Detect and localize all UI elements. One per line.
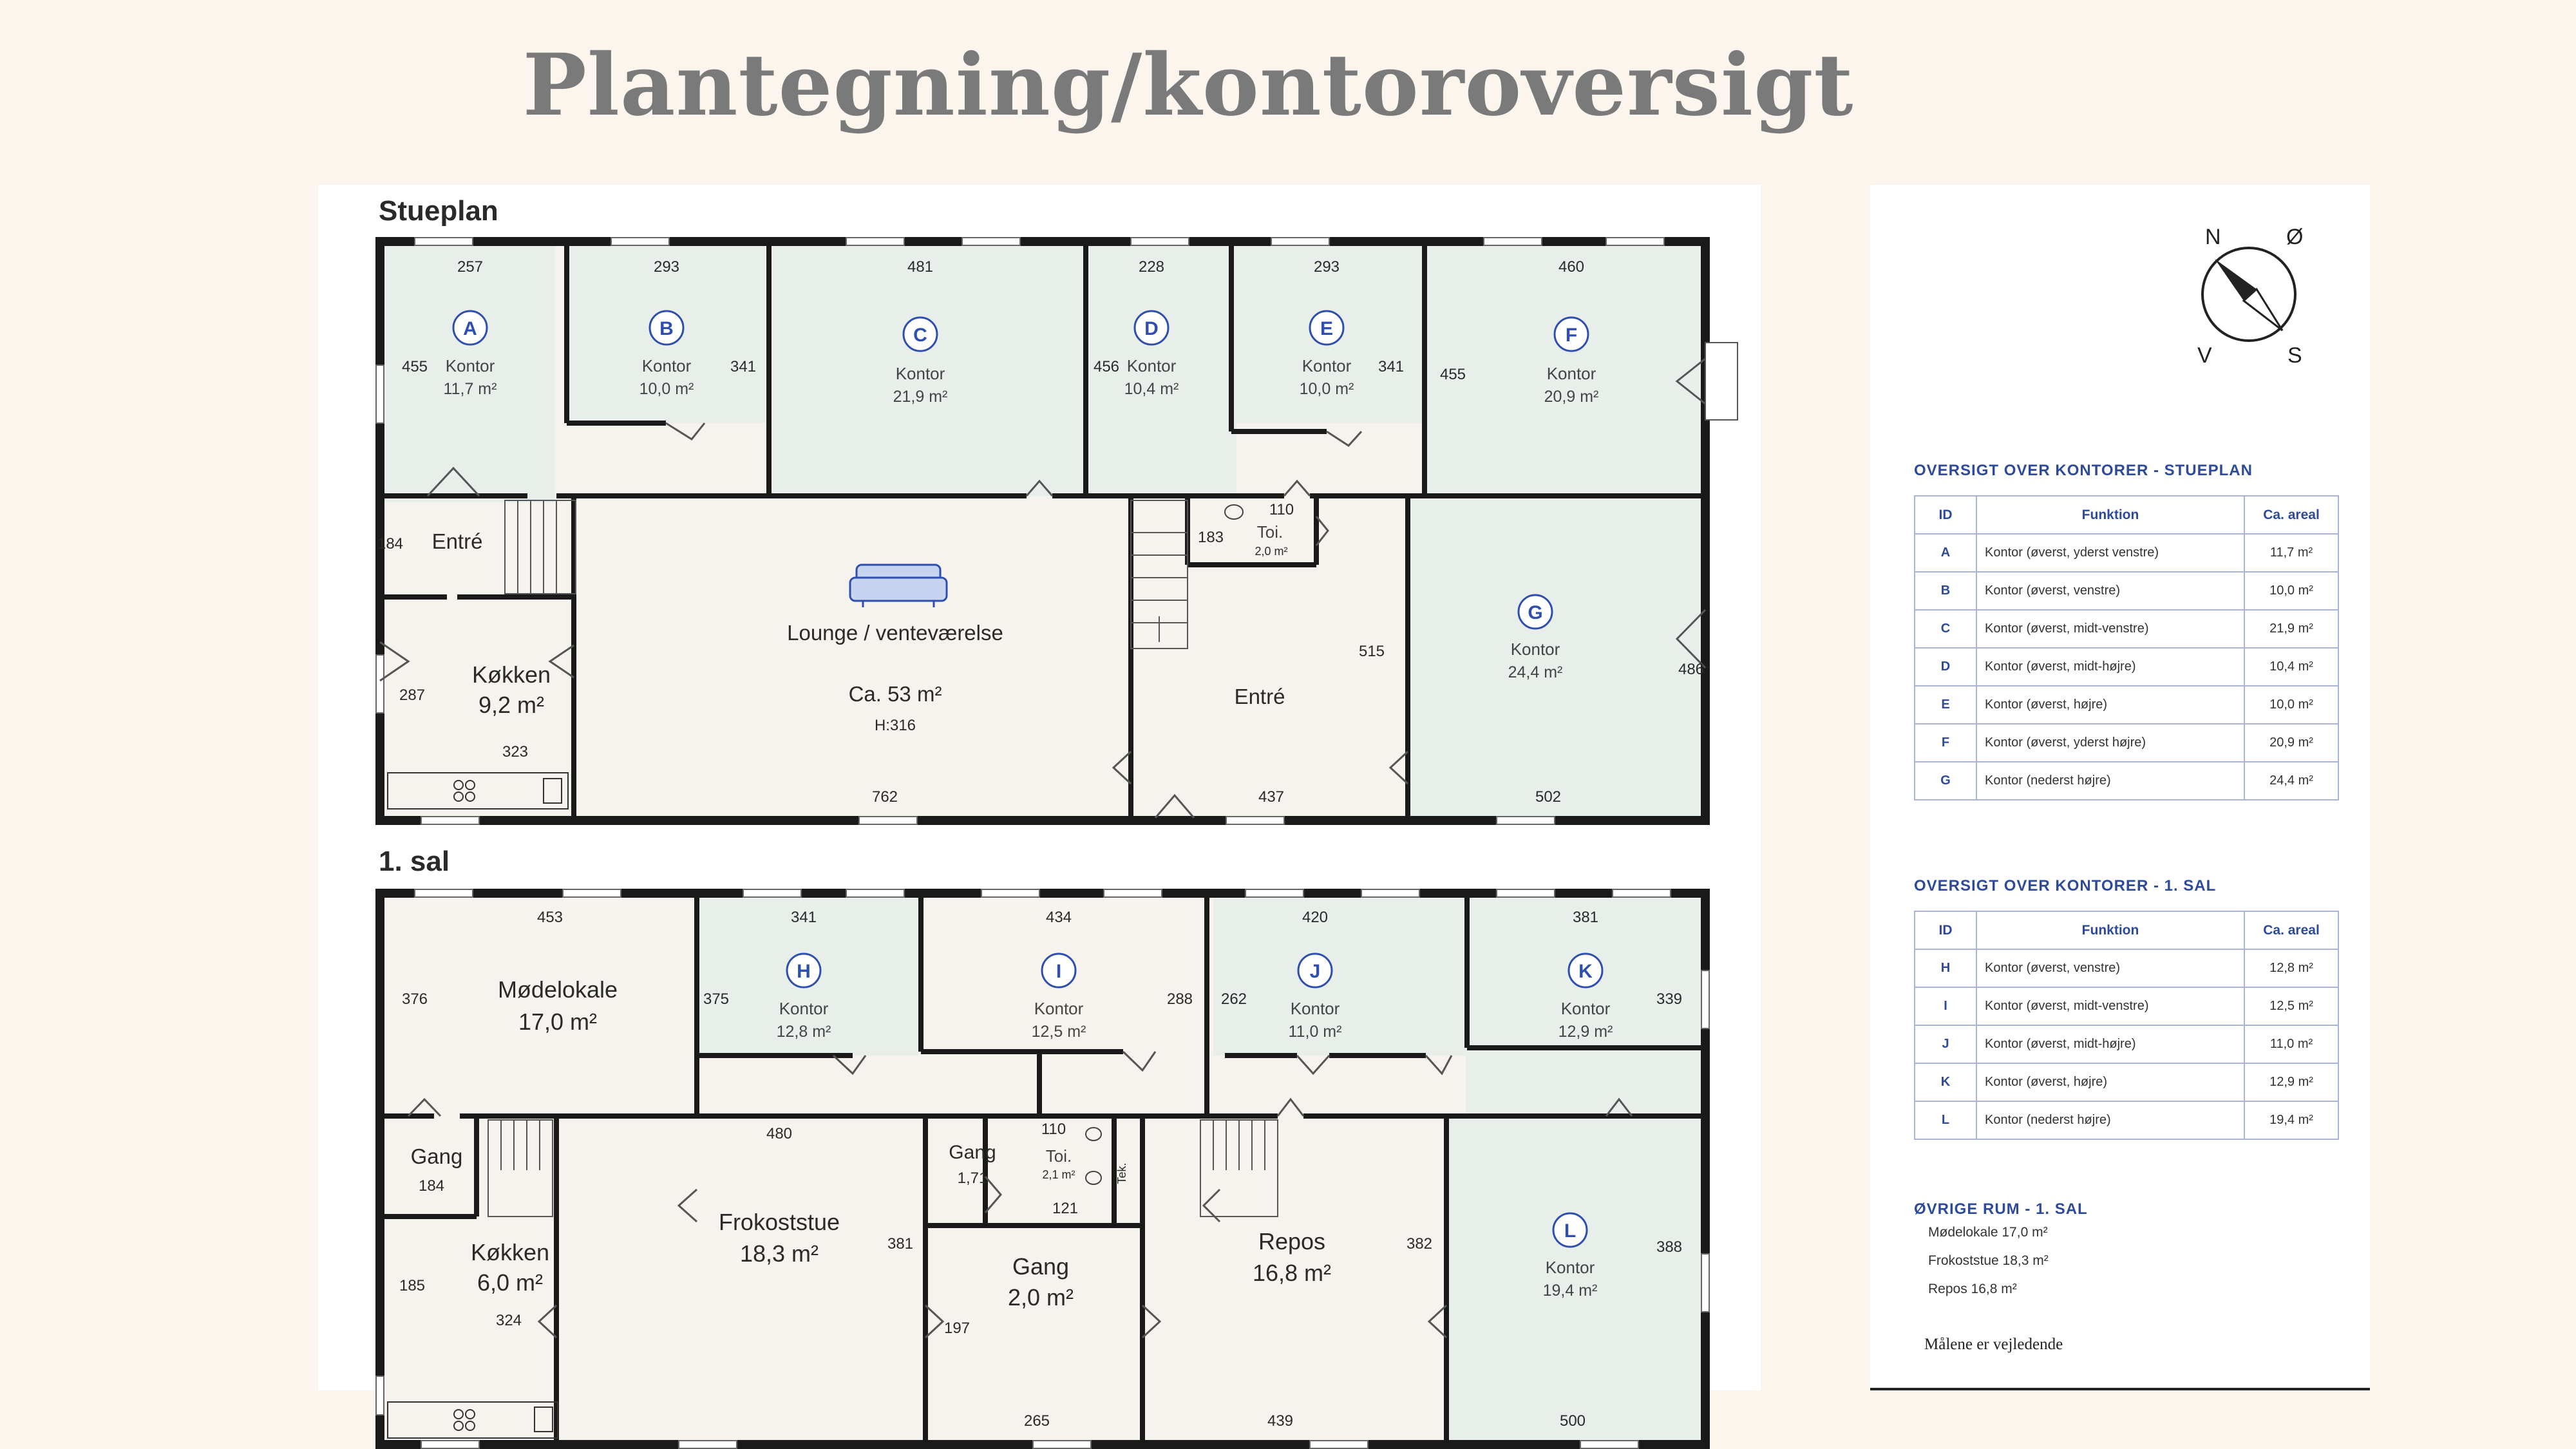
svg-text:Kontor: Kontor bbox=[641, 356, 692, 375]
svg-text:2,1 m²: 2,1 m² bbox=[1042, 1168, 1075, 1181]
svg-text:E: E bbox=[1320, 318, 1334, 339]
first-floor-plan bbox=[376, 889, 1709, 1448]
svg-text:I: I bbox=[1056, 961, 1062, 982]
svg-text:228: 228 bbox=[1138, 258, 1165, 276]
svg-text:184: 184 bbox=[418, 1177, 445, 1195]
table-header-row bbox=[1915, 496, 2338, 534]
list-item: Frokoststue 18,3 m² bbox=[1928, 1253, 2049, 1268]
ground-floor-plan bbox=[376, 238, 1738, 824]
svg-text:439: 439 bbox=[1267, 1412, 1294, 1430]
svg-text:Entré: Entré bbox=[431, 529, 483, 553]
svg-text:Kontor: Kontor bbox=[1302, 356, 1352, 375]
svg-text:Tek.: Tek. bbox=[1115, 1162, 1128, 1184]
svg-text:12,8 m²: 12,8 m² bbox=[776, 1023, 831, 1041]
svg-text:Kontor: Kontor bbox=[779, 999, 829, 1018]
svg-text:762: 762 bbox=[871, 788, 898, 806]
svg-text:Køkken: Køkken bbox=[471, 661, 551, 688]
svg-text:Frokoststue: Frokoststue bbox=[718, 1209, 840, 1235]
svg-text:Toi.: Toi. bbox=[1256, 522, 1283, 542]
svg-text:339: 339 bbox=[1656, 990, 1683, 1008]
svg-text:455: 455 bbox=[1439, 366, 1466, 383]
svg-text:Gang: Gang bbox=[410, 1144, 463, 1168]
svg-text:Kontor: Kontor bbox=[1560, 999, 1611, 1018]
svg-text:Kontor: Kontor bbox=[1126, 356, 1177, 375]
svg-text:Gang: Gang bbox=[949, 1142, 996, 1163]
svg-text:16,8 m²: 16,8 m² bbox=[1252, 1260, 1332, 1286]
svg-text:434: 434 bbox=[1045, 909, 1072, 926]
svg-text:6,0 m²: 6,0 m² bbox=[477, 1269, 544, 1296]
table-row: C Kontor (øverst, midt-venstre) 21,9 m² bbox=[1915, 610, 2338, 648]
svg-text:341: 341 bbox=[1378, 358, 1405, 375]
svg-text:21,9 m²: 21,9 m² bbox=[893, 388, 948, 406]
first-offices-table bbox=[1914, 911, 2339, 1140]
svg-text:Kontor: Kontor bbox=[445, 356, 495, 375]
svg-text:197: 197 bbox=[943, 1320, 971, 1337]
other-rooms-list bbox=[1928, 1225, 2049, 1310]
svg-text:388: 388 bbox=[1656, 1238, 1683, 1256]
svg-text:10,4 m²: 10,4 m² bbox=[1124, 380, 1179, 398]
svg-text:486: 486 bbox=[1678, 661, 1705, 678]
svg-text:G: G bbox=[1528, 602, 1543, 623]
svg-text:382: 382 bbox=[1406, 1235, 1433, 1253]
list-item: Repos 16,8 m² bbox=[1928, 1282, 2017, 1296]
svg-text:V: V bbox=[2197, 343, 2212, 368]
first-floor-label: 1. sal bbox=[379, 846, 450, 877]
svg-text:185: 185 bbox=[399, 1277, 426, 1294]
table-header-row bbox=[1915, 911, 2338, 949]
svg-text:10,0 m²: 10,0 m² bbox=[1299, 380, 1354, 398]
svg-text:341: 341 bbox=[790, 909, 817, 926]
svg-text:H:316: H:316 bbox=[874, 717, 916, 734]
svg-text:C: C bbox=[913, 325, 927, 346]
svg-text:184: 184 bbox=[377, 535, 404, 553]
svg-text:1,71: 1,71 bbox=[957, 1170, 988, 1187]
svg-text:Kontor: Kontor bbox=[1034, 999, 1084, 1018]
svg-text:12,5 m²: 12,5 m² bbox=[1031, 1023, 1086, 1041]
svg-text:293: 293 bbox=[1313, 258, 1340, 276]
svg-text:515: 515 bbox=[1358, 643, 1385, 660]
svg-text:502: 502 bbox=[1535, 788, 1562, 806]
svg-text:Repos: Repos bbox=[1258, 1228, 1326, 1255]
measurement-note: Målene er vejledende bbox=[1924, 1336, 2063, 1353]
compass-icon bbox=[2179, 211, 2327, 368]
col-area: Ca. areal bbox=[2244, 911, 2338, 949]
svg-text:11,7 m²: 11,7 m² bbox=[443, 380, 497, 398]
svg-text:Toi.: Toi. bbox=[1045, 1146, 1072, 1166]
sofa-icon bbox=[850, 565, 947, 607]
svg-text:11,0 m²: 11,0 m² bbox=[1288, 1023, 1342, 1041]
svg-text:323: 323 bbox=[502, 743, 529, 761]
svg-text:18,3 m²: 18,3 m² bbox=[739, 1240, 819, 1267]
svg-text:480: 480 bbox=[766, 1125, 793, 1142]
svg-text:2,0 m²: 2,0 m² bbox=[1007, 1284, 1074, 1311]
svg-text:B: B bbox=[659, 318, 674, 339]
svg-text:381: 381 bbox=[887, 1235, 914, 1253]
svg-text:341: 341 bbox=[730, 358, 757, 375]
ground-offices-table bbox=[1914, 495, 2339, 800]
svg-text:20,9 m²: 20,9 m² bbox=[1544, 388, 1599, 406]
col-function: Funktion bbox=[1976, 496, 2244, 534]
table-row: J Kontor (øverst, midt-højre) 11,0 m² bbox=[1915, 1025, 2338, 1063]
table-row: H Kontor (øverst, venstre) 12,8 m² bbox=[1915, 949, 2338, 987]
svg-text:481: 481 bbox=[907, 258, 934, 276]
table-row: E Kontor (øverst, højre) 10,0 m² bbox=[1915, 686, 2338, 724]
svg-text:376: 376 bbox=[401, 990, 428, 1008]
col-id: ID bbox=[1915, 496, 1976, 534]
svg-text:420: 420 bbox=[1302, 909, 1329, 926]
table-row: K Kontor (øverst, højre) 12,9 m² bbox=[1915, 1063, 2338, 1101]
col-id: ID bbox=[1915, 911, 1976, 949]
table-row: L Kontor (nederst højre) 19,4 m² bbox=[1915, 1101, 2338, 1139]
svg-text:265: 265 bbox=[1023, 1412, 1050, 1430]
list-item: Mødelokale 17,0 m² bbox=[1928, 1225, 2048, 1240]
svg-text:12,9 m²: 12,9 m² bbox=[1558, 1023, 1613, 1041]
svg-text:500: 500 bbox=[1559, 1412, 1586, 1430]
svg-text:Kontor: Kontor bbox=[1510, 639, 1560, 659]
table-row: D Kontor (øverst, midt-højre) 10,4 m² bbox=[1915, 648, 2338, 686]
table-row: I Kontor (øverst, midt-venstre) 12,5 m² bbox=[1915, 987, 2338, 1025]
svg-text:F: F bbox=[1565, 325, 1578, 346]
svg-text:9,2 m²: 9,2 m² bbox=[478, 692, 545, 718]
svg-text:453: 453 bbox=[536, 909, 564, 926]
svg-text:183: 183 bbox=[1197, 529, 1224, 546]
col-area: Ca. areal bbox=[2244, 496, 2338, 534]
svg-text:10,0 m²: 10,0 m² bbox=[639, 380, 694, 398]
svg-text:Kontor: Kontor bbox=[1545, 1258, 1595, 1277]
svg-text:Kontor: Kontor bbox=[1546, 364, 1596, 383]
svg-text:Entré: Entré bbox=[1234, 685, 1285, 708]
svg-text:324: 324 bbox=[495, 1312, 522, 1329]
office-overview-panel bbox=[1870, 185, 2370, 1390]
table-row: A Kontor (øverst, yderst venstre) 11,7 m² bbox=[1915, 534, 2338, 572]
table-row: B Kontor (øverst, venstre) 10,0 m² bbox=[1915, 572, 2338, 610]
svg-text:K: K bbox=[1578, 961, 1593, 982]
svg-text:Kontor: Kontor bbox=[1290, 999, 1340, 1018]
svg-text:Gang: Gang bbox=[1012, 1253, 1070, 1280]
svg-text:Ø: Ø bbox=[2286, 225, 2304, 249]
svg-text:L: L bbox=[1564, 1220, 1577, 1242]
svg-text:19,4 m²: 19,4 m² bbox=[1542, 1282, 1598, 1300]
svg-text:A: A bbox=[463, 318, 477, 339]
svg-text:262: 262 bbox=[1220, 990, 1247, 1008]
svg-text:Mødelokale: Mødelokale bbox=[497, 976, 618, 1003]
svg-text:455: 455 bbox=[401, 358, 428, 375]
first-table-title: OVERSIGT OVER KONTORER - 1. SAL bbox=[1914, 877, 2217, 895]
svg-text:437: 437 bbox=[1258, 788, 1285, 806]
ground-floor-label: Stueplan bbox=[379, 195, 498, 227]
svg-text:460: 460 bbox=[1558, 258, 1585, 276]
svg-text:110: 110 bbox=[1041, 1121, 1066, 1138]
divider bbox=[1870, 1388, 2370, 1390]
svg-text:110: 110 bbox=[1269, 501, 1294, 518]
svg-text:H: H bbox=[797, 961, 811, 982]
svg-text:Køkken: Køkken bbox=[470, 1239, 550, 1265]
svg-text:Kontor: Kontor bbox=[895, 364, 945, 383]
svg-text:456: 456 bbox=[1093, 358, 1120, 375]
svg-text:375: 375 bbox=[703, 990, 730, 1008]
svg-text:287: 287 bbox=[399, 687, 426, 704]
svg-text:J: J bbox=[1309, 961, 1321, 982]
col-function: Funktion bbox=[1976, 911, 2244, 949]
svg-text:N: N bbox=[2205, 225, 2221, 249]
floor-plan-panel bbox=[318, 185, 1761, 1430]
table-row: F Kontor (øverst, yderst højre) 20,9 m² bbox=[1915, 724, 2338, 762]
svg-text:293: 293 bbox=[653, 258, 680, 276]
svg-text:Ca. 53 m²: Ca. 53 m² bbox=[848, 682, 942, 706]
ground-table-title: OVERSIGT OVER KONTORER - STUEPLAN bbox=[1914, 462, 2253, 479]
svg-text:288: 288 bbox=[1166, 990, 1193, 1008]
table-row: G Kontor (nederst højre) 24,4 m² bbox=[1915, 762, 2338, 800]
svg-text:S: S bbox=[2287, 343, 2302, 368]
floor-plan-drawing bbox=[318, 185, 1761, 1430]
svg-text:257: 257 bbox=[457, 258, 484, 276]
svg-text:24,4 m²: 24,4 m² bbox=[1508, 663, 1563, 681]
svg-text:Lounge / venteværelse: Lounge / venteværelse bbox=[787, 621, 1003, 645]
svg-text:2,0 m²: 2,0 m² bbox=[1255, 545, 1288, 558]
svg-text:121: 121 bbox=[1052, 1200, 1079, 1217]
svg-text:17,0 m²: 17,0 m² bbox=[518, 1009, 598, 1035]
svg-text:381: 381 bbox=[1572, 909, 1599, 926]
other-rooms-title: ØVRIGE RUM - 1. SAL bbox=[1914, 1200, 2088, 1218]
slide-title: Plantegning/kontoroversigt bbox=[522, 35, 1854, 135]
svg-text:D: D bbox=[1144, 318, 1159, 339]
